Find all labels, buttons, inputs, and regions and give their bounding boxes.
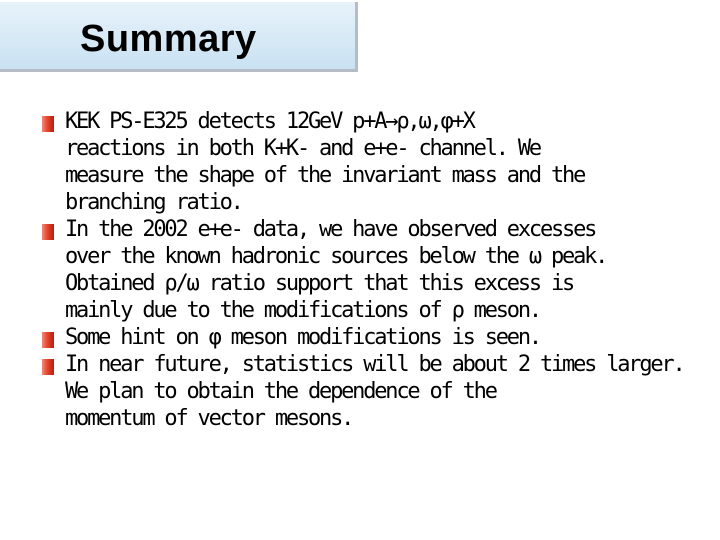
bullet-item-2: [42, 216, 712, 324]
bullet-text-2: In the 2002 e+e- data, we have observed excesses over the known hadronic sources below the ω peak. Obtained ρ/ω ratio support that this excess is mainly due to the modifications of ρ meson.: [65, 217, 607, 323]
bullet-marker-icon: [42, 332, 54, 348]
slide-title: Summary: [80, 18, 257, 60]
bullet-text-4: In near future, statistics will be about 2 times larger. We plan to obtain the dependence of the momentum of vector mesons.: [65, 352, 684, 431]
bullet-marker-icon: [42, 116, 54, 132]
bullet-marker-icon: [42, 359, 54, 375]
bullet-marker-icon: [42, 224, 54, 240]
title-box: [0, 2, 358, 72]
bullet-text-1: KEK PS-E325 detects 12GeV p+A→ρ,ω,φ+X reactions in both K+K- and e+e- channel. We measure the shape of the invariant mass and the branching ratio.: [65, 109, 585, 215]
bullet-list: [42, 108, 712, 432]
bullet-item-1: [42, 108, 712, 216]
bullet-item-3: [42, 324, 712, 351]
bullet-text-3: Some hint on φ meson modifications is seen.: [65, 325, 540, 350]
bullet-item-4: [42, 351, 712, 432]
